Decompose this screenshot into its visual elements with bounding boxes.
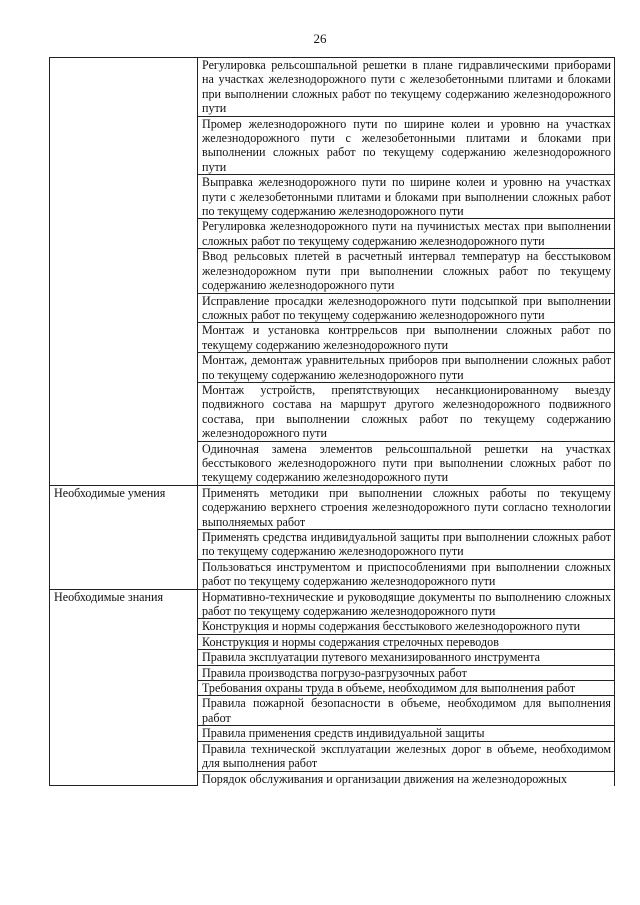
section-label — [50, 58, 198, 486]
requirement-text: Исправление просадки железнодорожного пути подсыпкой при выполнении сложных работ по текущему содержанию железнодорожного пути — [198, 293, 615, 323]
requirement-text: Монтаж и установка контррельсов при выполнении сложных работ по текущему содержанию железнодорожного пути — [198, 323, 615, 353]
table-body — [50, 58, 615, 786]
competency-table — [49, 57, 615, 786]
requirement-text: Требования охраны труда в объеме, необходимом для выполнения работ — [198, 681, 615, 696]
requirement-text: Правила технической эксплуатации железных дорог в объеме, необходимом для выполнения работ — [198, 741, 615, 771]
requirement-text: Промер железнодорожного пути по ширине колеи и уровню на участках железнодорожного пути с железобетонными плитами и блоками при выполнении сложных работ по текущему содержанию железнодорожного пути — [198, 116, 615, 175]
section-label: Необходимые знания — [50, 589, 198, 786]
requirement-text: Правила пожарной безопасности в объеме, необходимом для выполнения работ — [198, 696, 615, 726]
requirement-text: Применять методики при выполнении сложных работы по текущему содержанию верхнего строения железнодорожного пути согласно технологии выполняемых работ — [198, 485, 615, 529]
table-row — [50, 589, 615, 619]
requirement-text: Правила эксплуатации путевого механизированного инструмента — [198, 650, 615, 665]
requirement-text: Монтаж, демонтаж уравнительных приборов при выполнении сложных работ по текущему содержанию железнодорожного пути — [198, 353, 615, 383]
requirement-text: Правила производства погрузо-разгрузочных работ — [198, 665, 615, 680]
requirement-text: Монтаж устройств, препятствующих несанкционированному выезду подвижного состава на маршрут другого железнодорожного подвижного состава, при выполнении сложных работ по текущему содержанию железнодорожного пути — [198, 382, 615, 441]
requirement-text: Ввод рельсовых плетей в расчетный интервал температур на бесстыковом железнодорожном пути при выполнении сложных работ по текущему содержанию железнодорожного пути — [198, 249, 615, 293]
table-row — [50, 58, 615, 117]
requirement-text: Пользоваться инструментом и приспособлениями при выполнении сложных работ по текущему содержанию железнодорожного пути — [198, 559, 615, 589]
requirement-text: Одиночная замена элементов рельсошпальной решетки на участках бесстыкового железнодорожного пути при выполнении сложных работ по текущему содержанию железнодорожного пути — [198, 441, 615, 485]
requirement-text: Нормативно-технические и руководящие документы по выполнению сложных работ по текущему содержанию железнодорожного пути — [198, 589, 615, 619]
page-number: 26 — [313, 31, 327, 46]
requirement-text: Применять средства индивидуальной защиты при выполнении сложных работ по текущему содержанию железнодорожного пути — [198, 530, 615, 560]
requirement-text: Регулировка рельсошпальной решетки в плане гидравлическими приборами на участках железнодорожного пути с железобетонными плитами и блоками при выполнении сложных работ по текущему содержанию железнодорожного пути — [198, 58, 615, 117]
requirement-text: Конструкция и нормы содержания бесстыкового железнодорожного пути — [198, 619, 615, 634]
section-label: Необходимые умения — [50, 485, 198, 589]
requirement-text: Выправка железнодорожного пути по ширине колеи и уровню на участках пути с железобетонными плитами и блоками при выполнении сложных работ по текущему содержанию железнодорожного пути — [198, 175, 615, 219]
requirement-text: Порядок обслуживания и организации движения на железнодорожных — [198, 771, 615, 786]
requirement-text: Регулировка железнодорожного пути на пучинистых местах при выполнении сложных работ по текущему содержанию железнодорожного пути — [198, 219, 615, 249]
requirement-text: Правила применения средств индивидуальной защиты — [198, 726, 615, 741]
table-row — [50, 485, 615, 529]
requirement-text: Конструкция и нормы содержания стрелочных переводов — [198, 634, 615, 649]
